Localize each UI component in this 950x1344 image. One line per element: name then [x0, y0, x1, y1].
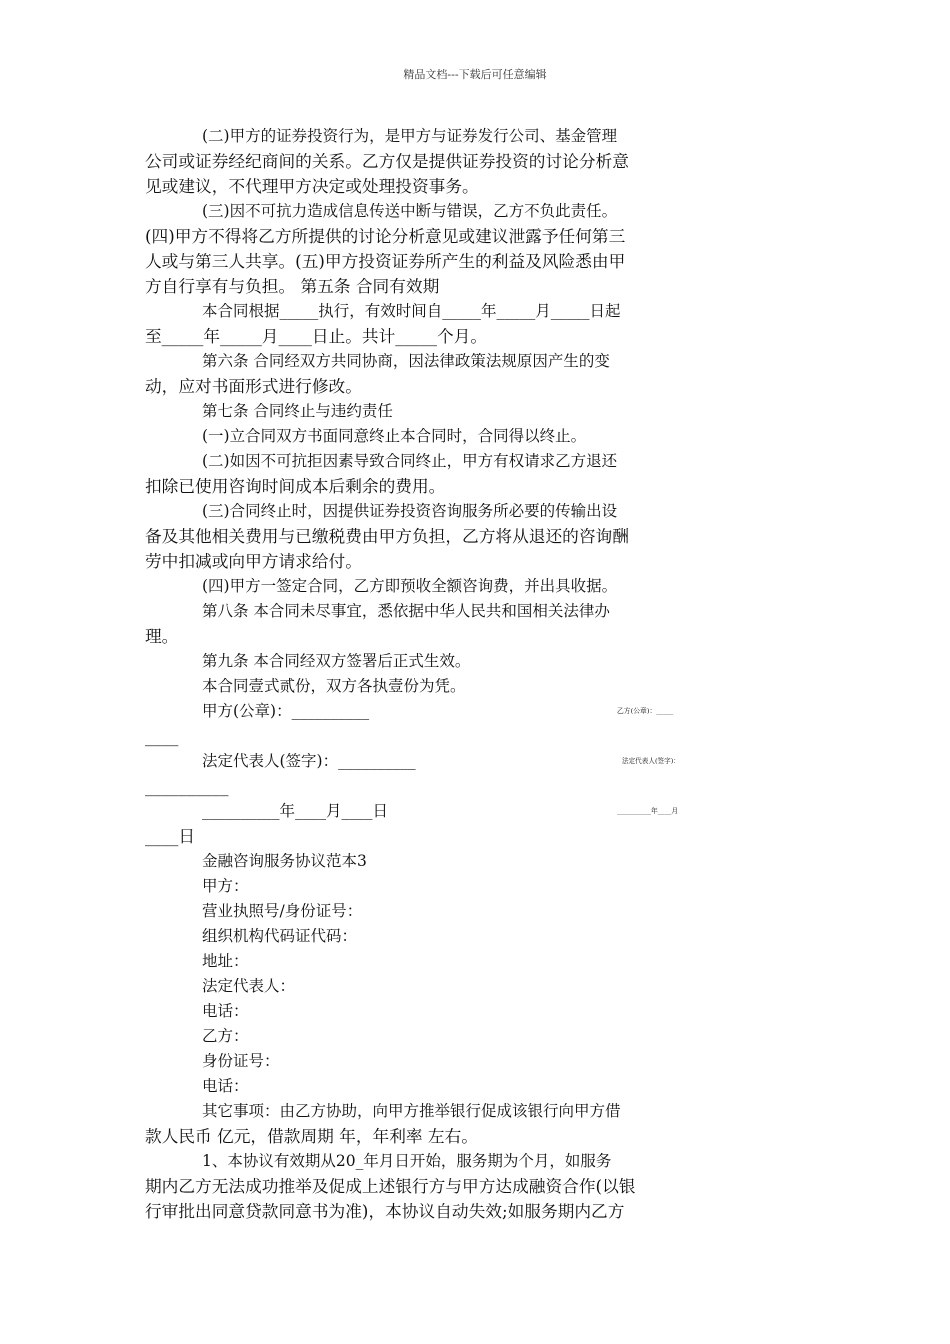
paragraph-line: 动，应对书面形式进行修改。	[145, 376, 362, 396]
page-header: 精品文档---下载后可任意编辑	[403, 68, 547, 81]
paragraph-line: 款人民币 亿元，借款周期 年，年利率 左右。	[145, 1126, 478, 1146]
paragraph-line: 人或与第三人共享。(五)甲方投资证券所产生的利益及风险悉由甲	[145, 251, 626, 271]
party-a-seal-line: 甲方(公章)：__________	[202, 702, 370, 720]
paragraph-line: (一)立合同双方书面同意终止本合同时，合同得以终止。	[202, 427, 587, 445]
party-a-representative-line: 法定代表人(签字)：__________	[202, 752, 416, 770]
field-label: 营业执照号/身份证号：	[202, 902, 363, 920]
paragraph-line: 方自行享有与负担。 第五条 合同有效期	[145, 276, 440, 296]
field-label: 身份证号：	[202, 1052, 280, 1070]
paragraph-line: 行审批出同意贷款同意书为准)，本协议自动失效;如服务期内乙方	[145, 1201, 625, 1221]
paragraph-line: 第八条 本合同未尽事宜，悉依据中华人民共和国相关法律办	[202, 602, 610, 620]
party-b-representative-line-cont: __________	[145, 776, 229, 796]
paragraph-line: 备及其他相关费用与已缴税费由甲方负担，乙方将从退还的咨询酬	[145, 526, 629, 546]
party-b-seal-line: 乙方(公章)：_____	[617, 707, 674, 715]
document-subtitle: 金融咨询服务协议范本3	[202, 852, 367, 870]
section-heading: 第七条 合同终止与违约责任	[202, 402, 393, 420]
paragraph-line: (二)如因不可抗拒因素导致合同终止，甲方有权请求乙方退还	[202, 452, 618, 470]
paragraph-line: 本合同根据_____执行，有效时间自_____年_____月_____日起	[202, 302, 621, 320]
paragraph-line: 其它事项：由乙方协助，向甲方推举银行促成该银行向甲方借	[202, 1102, 621, 1120]
paragraph-line: (三)因不可抗力造成信息传送中断与错误，乙方不负此责任。	[202, 202, 618, 220]
paragraph-line: 第六条 合同经双方共同协商，因法律政策法规原因产生的变	[202, 352, 610, 370]
paragraph-line: 期内乙方无法成功推举及促成上述银行方与甲方达成融资合作(以银	[145, 1176, 636, 1196]
party-a-date-line: __________年____月____日	[202, 802, 389, 820]
field-label: 甲方：	[202, 877, 249, 895]
party-b-date-line-cont: ____日	[145, 826, 196, 846]
paragraph-line: (四)甲方一签定合同，乙方即预收全额咨询费，并出具收据。	[202, 577, 618, 595]
party-b-representative-line: 法定代表人(签字)：	[622, 757, 680, 765]
paragraph-line: 理。	[145, 626, 179, 646]
paragraph-line: (二)甲方的证券投资行为，是甲方与证券发行公司、基金管理	[202, 127, 618, 145]
paragraph-line: (四)甲方不得将乙方所提供的讨论分析意见或建议泄露予任何第三	[145, 226, 626, 246]
field-label: 组织机构代码证代码：	[202, 927, 358, 945]
party-b-seal-line-cont: ____	[145, 726, 179, 746]
paragraph-line: 扣除已使用咨询时间成本后剩余的费用。	[145, 476, 446, 496]
paragraph-line: (三)合同终止时，因提供证券投资咨询服务所必要的传输出设	[202, 502, 618, 520]
paragraph-line: 至_____年_____月____日止。共计_____个月。	[145, 326, 488, 346]
paragraph-line: 见或建议，不代理甲方决定或处理投资事务。	[145, 176, 479, 196]
party-b-date-line: __________年____月	[617, 807, 679, 815]
field-label: 地址：	[202, 952, 249, 970]
paragraph-line: 1、本协议有效期从20_年月日开始，服务期为个月，如服务	[202, 1152, 612, 1170]
paragraph-line: 第九条 本合同经双方签署后正式生效。	[202, 652, 471, 670]
paragraph-line: 公司或证券经纪商间的关系。乙方仅是提供证券投资的讨论分析意	[145, 151, 629, 171]
paragraph-line: 劳中扣减或向甲方请求给付。	[145, 551, 362, 571]
paragraph-line: 本合同壹式贰份，双方各执壹份为凭。	[202, 677, 466, 695]
field-label: 法定代表人：	[202, 977, 296, 995]
field-label: 乙方：	[202, 1027, 249, 1045]
field-label: 电话：	[202, 1077, 249, 1095]
field-label: 电话：	[202, 1002, 249, 1020]
